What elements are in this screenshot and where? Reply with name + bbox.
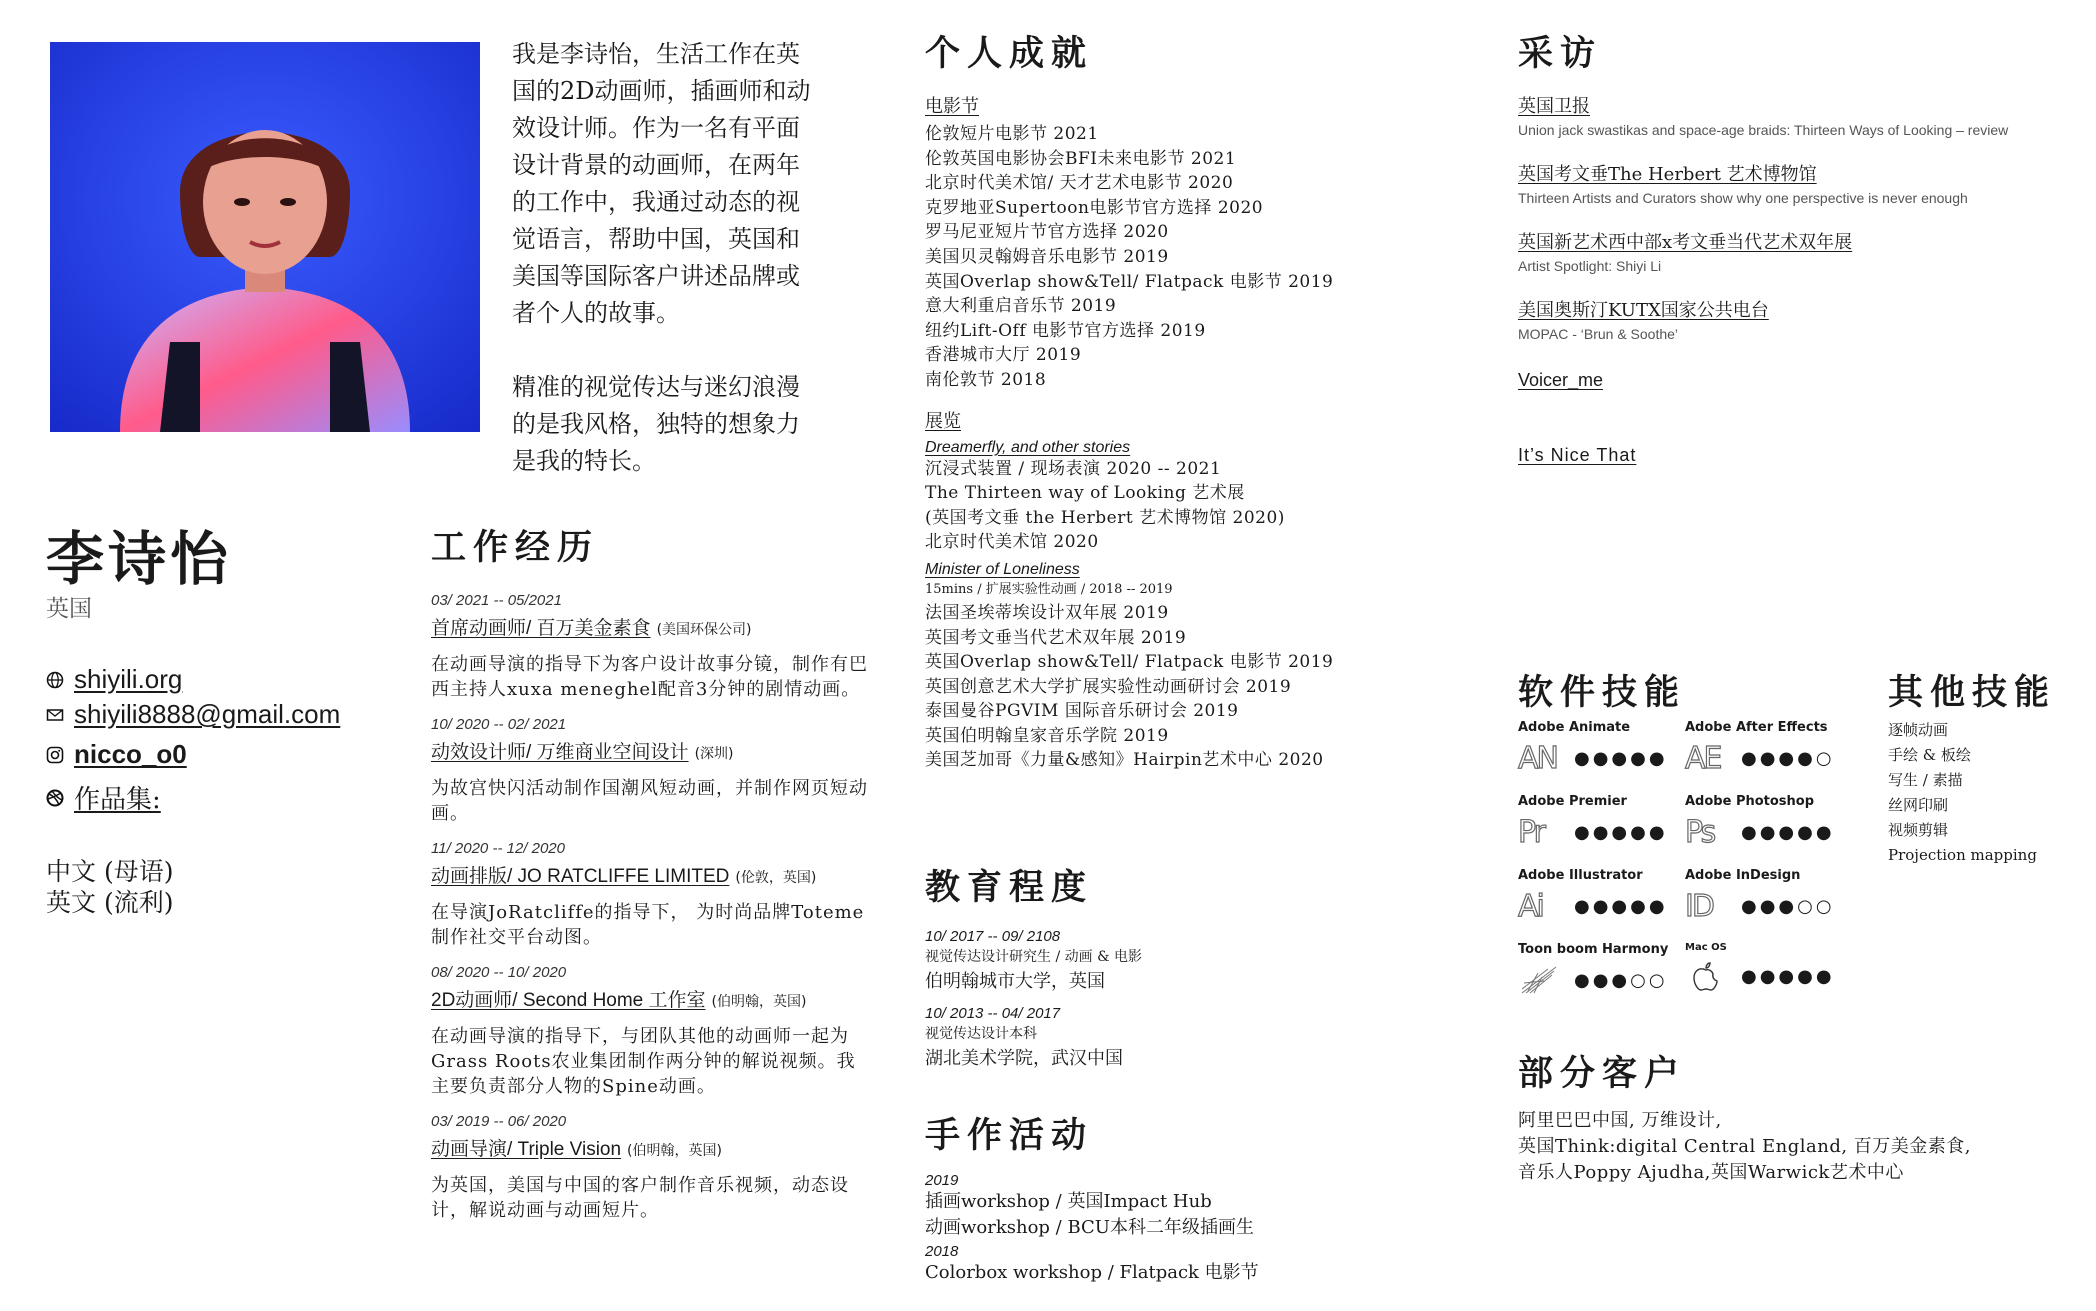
skill-rating: ●●●●●	[1574, 748, 1668, 769]
list-item: 罗马尼亚短片节官方选择 2020	[925, 222, 1169, 243]
job-role	[431, 985, 871, 1012]
person-name: 李诗怡	[46, 525, 233, 593]
list-item: (英国考文垂 the Herbert 艺术博物馆 2020)	[925, 507, 1285, 528]
work-title-minister: Minister of Loneliness	[925, 560, 1080, 578]
interview-item	[1518, 228, 2058, 274]
job-role-title[interactable]: 2D动画师/ Second Home 工作室	[431, 990, 706, 1011]
list-item: 泰国曼谷PGVIM 国际音乐研讨会 2019	[925, 701, 1239, 722]
interview-item	[1518, 160, 2058, 206]
job-location: (伯明翰，英国)	[627, 1143, 722, 1159]
list-item: 南伦敦节 2018	[925, 369, 1047, 390]
job-item	[431, 592, 871, 702]
job-item	[431, 716, 871, 826]
list-item: 英国伯明翰皇家音乐学院 2019	[925, 725, 1169, 746]
interview-item	[1518, 92, 2058, 138]
website-link[interactable]	[46, 664, 182, 695]
instagram-text[interactable]: nicco_o0	[74, 739, 187, 769]
software-item	[1518, 942, 1678, 997]
job-description: 在导演JoRatcliffe的指导下， 为时尚品牌Toteme制作社交平台动图。	[431, 902, 865, 948]
intro-text	[512, 36, 822, 517]
list-item: 伦敦短片电影节 2021	[925, 124, 1099, 144]
list-item: 沉浸式装置 / 现场表演 2020 -- 2021	[925, 458, 1222, 479]
workshop-year: 2019	[925, 1172, 959, 1189]
software-name: Adobe Animate	[1518, 720, 1631, 735]
animate-icon: AN	[1518, 741, 1557, 776]
instagram-icon	[46, 746, 64, 764]
education-school: 湖北美术学院，武汉中国	[925, 1048, 1123, 1069]
clients-heading: 部分客户	[1518, 1054, 1687, 1094]
interview-title[interactable]: Voicer_me	[1518, 370, 1604, 390]
job-item	[431, 840, 871, 950]
job-item	[431, 964, 871, 1099]
interview-subtitle: MOPAC - ‘Brun & Soothe’	[1518, 326, 1679, 342]
photoshop-icon: Ps	[1685, 815, 1715, 850]
interview-title[interactable]: 美国奥斯汀KUTX国家公共电台	[1518, 300, 1769, 321]
job-date: 08/ 2020 -- 10/ 2020	[431, 964, 567, 981]
other-skills-heading: 其他技能	[1888, 673, 2057, 713]
job-location: (伦敦，英国)	[735, 870, 817, 886]
education-section	[925, 860, 1365, 1072]
interviews-section	[1518, 26, 2058, 466]
work-heading: 工作经历	[431, 528, 600, 568]
skill-rating: ●●●●●	[1574, 822, 1668, 843]
software-item	[1685, 942, 1845, 993]
job-role	[431, 737, 871, 764]
software-item	[1518, 794, 1678, 850]
dribbble-icon	[46, 789, 64, 807]
profile-photo	[50, 42, 480, 432]
list-item: 北京时代美术馆 2020	[925, 532, 1099, 553]
client-line: 英国Think:digital Central England, 百万美金素食,	[1518, 1136, 1972, 1157]
workshop-line: Colorbox workshop / Flatpack 电影节	[925, 1262, 1259, 1283]
software-item	[1518, 868, 1678, 924]
software-name: Adobe InDesign	[1685, 868, 1801, 883]
software-item	[1685, 794, 1845, 850]
client-line: 阿里巴巴中国, 万维设计,	[1518, 1110, 1722, 1131]
software-name: Adobe Illustrator	[1518, 868, 1643, 883]
portfolio-link[interactable]	[46, 779, 161, 816]
globe-icon	[46, 671, 64, 689]
list-item: 英国Overlap show&Tell/ Flatpack 电影节 2019	[925, 271, 1334, 292]
education-heading: 教育程度	[925, 868, 1094, 908]
other-skill-item: 视频剪辑	[1888, 821, 1949, 839]
skill-rating: ●●●●●	[1741, 965, 1835, 987]
job-location: (深圳)	[694, 746, 734, 762]
other-skill-item: Projection mapping	[1888, 846, 2037, 864]
software-item	[1685, 868, 1845, 924]
skill-rating: ●●●●●	[1574, 896, 1668, 917]
list-item: 克罗地亚Supertoon电影节官方选择 2020	[925, 197, 1264, 218]
languages	[46, 856, 173, 918]
education-degree: 视觉传达设计研究生 / 动画 & 电影	[925, 949, 1142, 965]
website-text[interactable]: shiyili.org	[74, 664, 183, 694]
toon-boom-icon	[1518, 963, 1560, 997]
software-name: Adobe After Effects	[1685, 720, 1828, 735]
job-description: 为英国，美国与中国的客户制作音乐视频，动态设计，解说动画与动画短片。	[431, 1175, 849, 1221]
after-effects-icon: AE	[1685, 741, 1721, 776]
film-festival-list	[925, 122, 1385, 393]
job-role-title[interactable]: 动效设计师/ 万维商业空间设计	[431, 742, 689, 763]
portfolio-text[interactable]: 作品集:	[74, 785, 161, 815]
film-festivals-label: 电影节	[925, 96, 979, 117]
apple-icon	[1685, 959, 1727, 993]
clients-list	[1518, 1108, 1971, 1186]
achievements-heading: 个人成就	[925, 34, 1094, 74]
skill-rating: ●●●●○	[1741, 748, 1835, 769]
list-item: 法国圣埃蒂埃设计双年展 2019	[925, 602, 1169, 623]
instagram-link[interactable]	[46, 739, 187, 770]
list-item: 意大利重启音乐节 2019	[925, 296, 1117, 317]
mail-icon	[46, 706, 64, 724]
interview-title[interactable]: 英国卫报	[1518, 96, 1590, 117]
workshop-year: 2018	[925, 1243, 959, 1260]
job-date: 03/ 2021 -- 05/2021	[431, 592, 562, 609]
interviews-heading: 采访	[1518, 34, 1603, 74]
interview-title[interactable]: 英国新艺术西中部x考文垂当代艺术双年展	[1518, 232, 1853, 253]
email-text[interactable]: shiyili8888@gmail.com	[74, 699, 341, 729]
list-item: 纽约Lift-Off 电影节官方选择 2019	[925, 320, 1206, 341]
exhibitions-label: 展览	[925, 410, 961, 432]
job-location: (伯明翰，英国)	[711, 994, 807, 1010]
job-date: 11/ 2020 -- 12/ 2020	[431, 840, 565, 857]
language-english: 英文 (流利)	[46, 888, 174, 917]
education-date: 10/ 2013 -- 04/ 2017	[925, 1005, 1061, 1022]
job-role-title[interactable]: 首席动画师/ 百万美金素食	[431, 618, 651, 639]
client-line: 音乐人Poppy Ajudha,英国Warwick艺术中心	[1518, 1162, 1904, 1183]
list-item: The Thirteen way of Looking 艺术展	[925, 483, 1245, 504]
interview-subtitle: Artist Spotlight: Shiyi Li	[1518, 258, 1662, 274]
work-title-dreamerfly: Dreamerfly, and other stories	[925, 438, 1131, 456]
job-role	[431, 1134, 871, 1161]
job-date: 10/ 2020 -- 02/ 2021	[431, 716, 567, 733]
job-date: 03/ 2019 -- 06/ 2020	[431, 1113, 567, 1130]
job-location: (美国环保公司)	[656, 622, 752, 638]
job-description: 为故宫快闪活动制作国潮风短动画，并制作网页短动画。	[431, 778, 868, 824]
other-skill-item: 写生 / 素描	[1888, 771, 1963, 789]
interview-title[interactable]: It’s Nice That	[1518, 445, 1637, 465]
interview-item	[1518, 370, 2058, 391]
job-description: 在动画导演的指导下为客户设计故事分镜，制作有巴西主持人xuxa meneghel配音3分钟的剧情动画。	[431, 654, 868, 700]
education-degree: 视觉传达设计本科	[925, 1026, 1037, 1042]
education-date: 10/ 2017 -- 09/ 2108	[925, 928, 1061, 945]
skill-rating: ●●●○○	[1574, 969, 1668, 991]
interview-item	[1518, 445, 2058, 466]
software-heading: 软件技能	[1518, 673, 1687, 713]
job-role-title[interactable]: 动画导演/ Triple Vision	[431, 1139, 622, 1160]
other-skill-item: 逐帧动画	[1888, 721, 1949, 739]
education-item	[925, 1005, 1365, 1072]
interview-title[interactable]: 英国考文垂The Herbert 艺术博物馆	[1518, 164, 1817, 185]
software-name: Adobe Premier	[1518, 794, 1627, 809]
work-experience-section	[431, 520, 871, 1223]
list-item: 英国Overlap show&Tell/ Flatpack 电影节 2019	[925, 652, 1334, 673]
skill-rating: ●●●●●	[1741, 822, 1835, 843]
software-name: Mac OS	[1685, 942, 1727, 953]
job-item	[431, 1113, 871, 1223]
workshop-line: 动画workshop / BCU本科二年级插画生	[925, 1217, 1254, 1238]
intro-paragraph-2: 精准的视觉传达与迷幻浪漫的是我风格，独特的想象力是我的特长。	[512, 373, 800, 475]
premiere-icon: Pr	[1518, 815, 1544, 850]
list-item: 英国创意艺术大学扩展实验性动画研讨会 2019	[925, 676, 1292, 697]
other-skill-item: 手绘 & 板绘	[1888, 746, 1971, 764]
job-description: 在动画导演的指导下，与团队其他的动画师一起为Grass Roots农业集团制作两分钟的解说视频。我主要负责部分人物的Spine动画。	[431, 1026, 856, 1097]
workshops-section	[925, 1108, 1365, 1286]
interview-item	[1518, 296, 2058, 342]
job-role-title[interactable]: 动画排版/ JO RATCLIFFE LIMITED	[431, 866, 730, 887]
workshop-line: 插画workshop / 英国Impact Hub	[925, 1191, 1212, 1212]
achievements-section	[925, 26, 1385, 773]
skill-rating: ●●●○○	[1741, 896, 1835, 917]
software-item	[1518, 720, 1678, 776]
list-item: 英国考文垂当代艺术双年展 2019	[925, 627, 1187, 648]
indesign-icon: ID	[1685, 889, 1713, 924]
job-role	[431, 861, 871, 888]
list-item: 香港城市大厅 2019	[925, 345, 1082, 366]
software-item	[1685, 720, 1845, 776]
interview-subtitle: Union jack swastikas and space-age braids: Thirteen Ways of Looking – review	[1518, 122, 2009, 138]
language-chinese: 中文 (母语)	[46, 857, 174, 886]
email-link[interactable]	[46, 699, 340, 730]
minister-exhibition-list	[925, 601, 1385, 773]
intro-paragraph-1: 我是李诗怡，生活工作在英国的2D动画师，插画师和动效设计师。作为一名有平面设计背景的动画师，在两年的工作中，我通过动态的视觉语言，帮助中国，英国和美国等国际客户讲述品牌或者个人的故事。	[512, 40, 811, 327]
list-item: 美国芝加哥《力量&感知》Hairpin艺术中心 2020	[925, 750, 1324, 771]
dreamerfly-exhibition-list	[925, 457, 1385, 555]
education-item	[925, 928, 1365, 995]
minister-meta: 15mins / 扩展实验性动画 / 2018 -- 2019	[925, 581, 1173, 597]
education-school: 伯明翰城市大学，英国	[925, 971, 1105, 992]
workshops-heading: 手作活动	[925, 1116, 1094, 1156]
interview-subtitle: Thirteen Artists and Curators show why one perspective is never enough	[1518, 190, 1968, 206]
person-country: 英国	[46, 596, 92, 622]
software-name: Adobe Photoshop	[1685, 794, 1815, 809]
other-skill-item: 丝网印刷	[1888, 796, 1949, 814]
illustrator-icon: Ai	[1518, 889, 1543, 924]
list-item: 美国贝灵翰姆音乐电影节 2019	[925, 246, 1169, 267]
software-name: Toon boom Harmony	[1518, 942, 1669, 957]
list-item: 伦敦英国电影协会BFI未来电影节 2021	[925, 148, 1237, 169]
list-item: 北京时代美术馆/ 天才艺术电影节 2020	[925, 173, 1234, 194]
job-role	[431, 613, 871, 640]
other-skills-list	[1888, 718, 2037, 868]
